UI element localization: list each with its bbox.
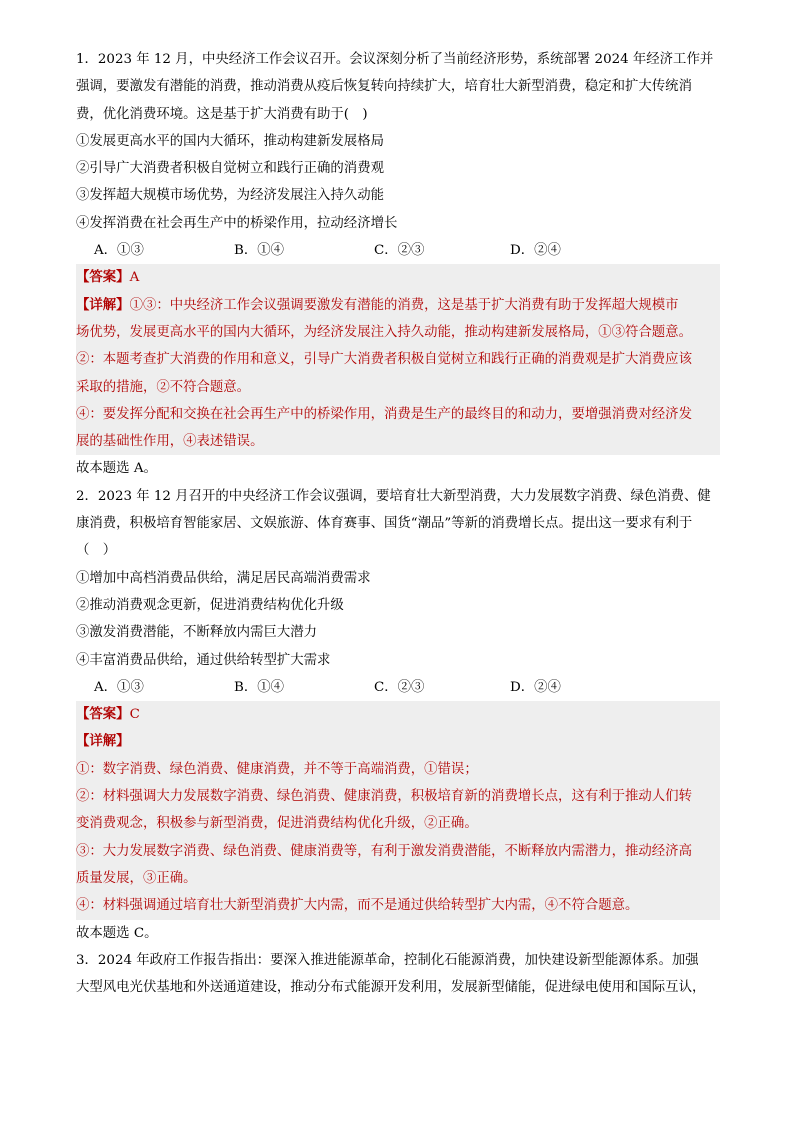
detail-line: ②：材料强调大力发展数字消费、绿色消费、健康消费，积极培育新的消费增长点，这有利于推动人们转	[76, 789, 692, 805]
question-stem-line: 大型风电光伏基地和外送通道建设，推动分布式能源开发利用，发展新型储能，促进绿电使用和国际互认，	[76, 980, 706, 996]
detail-line: 场优势，发展更高水平的国内大循环，为经济发展注入持久动能，推动构建新发展格局，①③符合题意。	[76, 324, 692, 340]
detail-line: 采取的措施，②不符合题意。	[76, 379, 251, 395]
question-stem-line: 1．2023 年 12 月，中央经济工作会议召开。会议深刻分析了当前经济形势，系统部署 2024 年经济工作并	[76, 52, 714, 67]
option-a: A．①③	[94, 679, 144, 695]
detail-line: ③：大力发展数字消费、绿色消费、健康消费等，有利于激发消费潜能，不断释放内需潜力，推动经济高	[76, 843, 692, 859]
detail-label: 【详解】	[76, 733, 130, 750]
statement-item: ②推动消费观念更新，促进消费结构优化升级	[76, 597, 344, 613]
detail-text: ①③：中央经济工作会议强调要激发有潜能的消费，这是基于扩大消费有助于发挥超大规模市	[129, 297, 679, 313]
conclusion: 故本题选 C。	[76, 925, 158, 941]
answer-value: C	[129, 707, 140, 723]
question-1	[76, 46, 720, 483]
answer-line	[76, 701, 720, 728]
detail-line: 展的基础性作用，④表述错误。	[76, 434, 264, 450]
solution-block	[76, 701, 720, 919]
statement-item: ①发展更高水平的国内大循环，推动构建新发展格局	[76, 133, 384, 149]
answer-line	[76, 264, 720, 291]
question-3	[76, 947, 720, 1002]
conclusion: 故本题选 A。	[76, 461, 157, 477]
detail-line	[76, 728, 720, 755]
answer-label: 【答案】	[76, 269, 130, 286]
question-2	[76, 483, 720, 947]
statement-item: ③发挥超大规模市场优势，为经济发展注入持久动能	[76, 188, 384, 204]
answer-label: 【答案】	[76, 706, 130, 723]
question-stem-line: （ ）	[76, 543, 117, 559]
question-stem-line: 3．2024 年政府工作报告指出：要深入推进能源革命，控制化石能源消费，加快建设新型能源体系。加强	[76, 952, 699, 968]
statement-item: ③激发消费潜能，不断释放内需巨大潜力	[76, 625, 318, 641]
detail-line: ④：要发挥分配和交换在社会再生产中的桥梁作用，消费是生产的最终目的和动力，要增强消费对经济发	[76, 406, 692, 422]
detail-line: ④：材料强调通过培育壮大新型消费扩大内需，而不是通过供给转型扩大内需，④不符合题意。	[76, 898, 639, 914]
detail-line: ②：本题考查扩大消费的作用和意义，引导广大消费者积极自觉树立和践行正确的消费观是扩大消费应该	[76, 352, 692, 368]
option-d: D．②④	[510, 679, 561, 695]
statement-item: ④丰富消费品供给，通过供给转型扩大需求	[76, 652, 331, 668]
option-c: C．②③	[374, 243, 425, 259]
detail-label: 【详解】	[76, 296, 130, 313]
detail-line: 质量发展，③正确。	[76, 870, 197, 886]
question-stem-line: 2．2023 年 12 月召开的中央经济工作会议强调，要培育壮大新型消费，大力发展数字消费、绿色消费、健	[76, 488, 711, 504]
option-b: B．①④	[234, 243, 285, 259]
detail-line: 变消费观念，积极参与新型消费，促进消费结构优化升级，②正确。	[76, 816, 478, 832]
statement-item: ①增加中高档消费品供给，满足居民高端消费需求	[76, 570, 371, 586]
statement-item: ④发挥消费在社会再生产中的桥梁作用，拉动经济增长	[76, 215, 398, 231]
option-b: B．①④	[234, 679, 285, 695]
question-stem-line: 费，优化消费环境。这是基于扩大消费有助于( )	[76, 106, 368, 122]
option-a: A．①③	[94, 243, 144, 259]
statement-item: ②引导广大消费者积极自觉树立和践行正确的消费观	[76, 161, 384, 177]
answer-options	[76, 674, 720, 701]
option-c: C．②③	[374, 679, 425, 695]
detail-line: ①：数字消费、绿色消费、健康消费，并不等于高端消费，①错误；	[76, 761, 478, 777]
question-stem-line: 强调，要激发有潜能的消费，推动消费从疫后恢复转向持续扩大，培育壮大新型消费，稳定和扩大传统消	[76, 79, 692, 95]
solution-block	[76, 264, 720, 455]
answer-value: A	[129, 270, 140, 286]
detail-line	[76, 292, 720, 319]
question-stem-line: 康消费，积极培育智能家居、文娱旅游、体育赛事、国货“潮品”等新的消费增长点。提出这一要求有利于	[76, 516, 693, 532]
option-d: D．②④	[510, 243, 561, 259]
answer-options	[76, 237, 720, 264]
document-body	[76, 46, 720, 1001]
